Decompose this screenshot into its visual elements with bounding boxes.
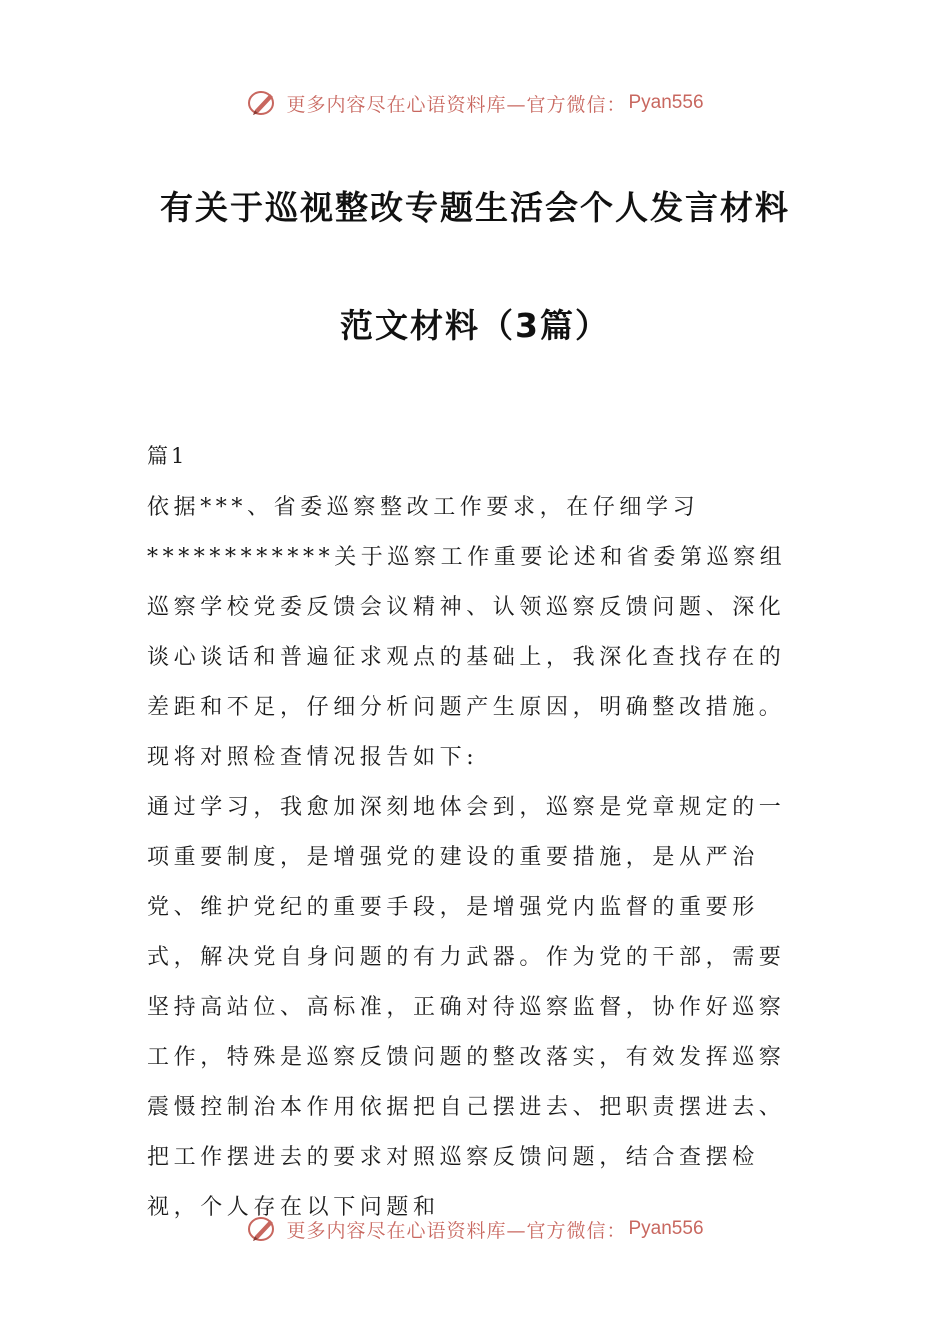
watermark-header <box>0 88 950 118</box>
pen-logo-icon <box>246 1214 280 1244</box>
watermark-wechat-id: Pyan556 <box>628 1218 704 1239</box>
pen-logo-icon <box>246 88 280 118</box>
watermark-wechat-id: Pyan556 <box>628 92 704 113</box>
watermark-footer <box>0 1214 950 1244</box>
paragraph: 依据***、省委巡察整改工作要求，在仔细学习************关于巡察工作重要论述和省委第巡察组巡察学校党委反馈会议精神、认领巡察反馈问题、深化谈心谈话和普遍征求观点的基础上，我深化查找存在的差距和不足，仔细分析问题产生原因，明确整改措施。现将对照检查情况报告如下: <box>147 495 787 770</box>
watermark-text: 更多内容尽在心语资料库—官方微信： <box>286 93 627 116</box>
document-title-line2: 范文材料（3篇） <box>340 306 610 345</box>
document-body <box>147 483 807 1233</box>
watermark-text: 更多内容尽在心语资料库—官方微信： <box>286 1219 627 1242</box>
paragraph: 通过学习，我愈加深刻地体会到，巡察是党章规定的一项重要制度，是增强党的建设的重要措施，是从严治党、维护党纪的重要手段，是增强党内监督的重要形式，解决党自身问题的有力武器。作为党的干部，需要坚持高站位、高标准，正确对待巡察监督，协作好巡察工作，特殊是巡察反馈问题的整改落实，有效发挥巡察震慑控制治本作用依据把自己摆进去、把职责摆进去、把工作摆进去的要求对照巡察反馈问题，结合查摆检视，个人存在以下问题和 <box>147 795 786 1220</box>
section-label: 篇1 <box>147 444 188 468</box>
document-title-line1: 有关于巡视整改专题生活会个人发言材料 <box>160 188 790 227</box>
